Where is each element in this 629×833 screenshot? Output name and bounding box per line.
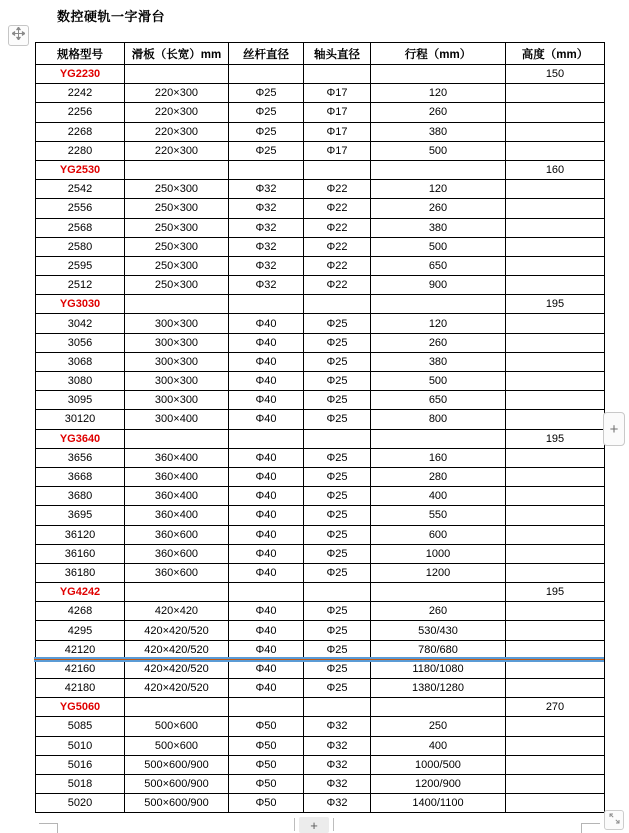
cell-stroke[interactable]: 530/430 — [371, 621, 506, 640]
cell-height[interactable] — [506, 487, 605, 506]
cell-stroke[interactable]: 780/680 — [371, 640, 506, 659]
resize-diagonal-icon — [609, 811, 620, 829]
plus-icon: + — [609, 420, 619, 438]
cell-stroke[interactable]: 1000/500 — [371, 755, 506, 774]
cell-plate[interactable]: 300×300 — [125, 372, 229, 391]
page-margin-mark-right — [581, 823, 600, 833]
spec-row — [36, 218, 605, 237]
cell-shaft[interactable]: Φ25 — [304, 391, 371, 410]
spec-row — [36, 352, 605, 371]
cell-stroke[interactable]: 600 — [371, 525, 506, 544]
cell-plate[interactable]: 250×300 — [125, 218, 229, 237]
cell-stroke[interactable]: 500 — [371, 141, 506, 160]
cell-screw[interactable]: Φ25 — [229, 122, 304, 141]
cell-stroke[interactable]: 1180/1080 — [371, 659, 506, 678]
cell-height[interactable] — [506, 372, 605, 391]
cell-height[interactable] — [506, 122, 605, 141]
cell-height[interactable] — [506, 237, 605, 256]
cell-shaft[interactable]: Φ22 — [304, 256, 371, 275]
cell-model[interactable]: YG5060 — [36, 698, 125, 717]
cell-shaft[interactable] — [304, 698, 371, 717]
table-move-handle[interactable] — [8, 25, 29, 46]
cell-shaft[interactable]: Φ25 — [304, 410, 371, 429]
cell-stroke[interactable]: 160 — [371, 448, 506, 467]
cell-height[interactable] — [506, 333, 605, 352]
spec-row — [36, 525, 605, 544]
cell-plate[interactable]: 420×420/520 — [125, 621, 229, 640]
cell-screw[interactable]: Φ50 — [229, 736, 304, 755]
cell-shaft[interactable]: Φ25 — [304, 487, 371, 506]
cell-height[interactable] — [506, 276, 605, 295]
spec-row — [36, 563, 605, 582]
cell-screw[interactable]: Φ32 — [229, 180, 304, 199]
spec-row — [36, 314, 605, 333]
cell-screw[interactable] — [229, 698, 304, 717]
cell-plate[interactable]: 250×300 — [125, 276, 229, 295]
cell-model[interactable]: 2268 — [36, 122, 125, 141]
cell-shaft[interactable]: Φ25 — [304, 544, 371, 563]
cell-shaft[interactable]: Φ32 — [304, 755, 371, 774]
cell-screw[interactable]: Φ40 — [229, 333, 304, 352]
cell-stroke[interactable] — [371, 698, 506, 717]
spec-row — [36, 103, 605, 122]
cell-screw[interactable]: Φ25 — [229, 141, 304, 160]
cell-shaft[interactable]: Φ22 — [304, 276, 371, 295]
spec-row — [36, 736, 605, 755]
cell-plate[interactable]: 500×600/900 — [125, 755, 229, 774]
cell-model[interactable]: 2256 — [36, 103, 125, 122]
cell-height[interactable] — [506, 352, 605, 371]
spec-row — [36, 276, 605, 295]
cell-height[interactable] — [506, 314, 605, 333]
cell-plate[interactable]: 420×420 — [125, 602, 229, 621]
group-row — [36, 583, 605, 602]
cell-model[interactable]: 36160 — [36, 544, 125, 563]
cell-shaft[interactable]: Φ17 — [304, 122, 371, 141]
cell-screw[interactable]: Φ25 — [229, 84, 304, 103]
cell-shaft[interactable]: Φ25 — [304, 352, 371, 371]
cell-screw[interactable]: Φ40 — [229, 525, 304, 544]
column-header[interactable]: 规格型号 — [36, 43, 125, 65]
cell-screw[interactable]: Φ40 — [229, 314, 304, 333]
cell-shaft[interactable]: Φ32 — [304, 717, 371, 736]
cell-shaft[interactable]: Φ25 — [304, 525, 371, 544]
spec-row — [36, 602, 605, 621]
cell-screw[interactable]: Φ40 — [229, 544, 304, 563]
cell-height[interactable] — [506, 410, 605, 429]
cell-plate[interactable] — [125, 429, 229, 448]
spec-row — [36, 410, 605, 429]
cell-screw[interactable]: Φ40 — [229, 410, 304, 429]
cell-height[interactable] — [506, 467, 605, 486]
move-cross-icon — [12, 27, 25, 45]
cell-shaft[interactable] — [304, 429, 371, 448]
cell-shaft[interactable]: Φ32 — [304, 774, 371, 793]
cell-model[interactable]: 4268 — [36, 602, 125, 621]
spec-row — [36, 755, 605, 774]
cell-height[interactable] — [506, 659, 605, 678]
group-row — [36, 65, 605, 84]
spec-row — [36, 180, 605, 199]
spec-table — [35, 42, 605, 813]
cell-shaft[interactable]: Φ17 — [304, 103, 371, 122]
cell-height[interactable] — [506, 736, 605, 755]
cell-shaft[interactable]: Φ25 — [304, 659, 371, 678]
cell-height[interactable]: 195 — [506, 583, 605, 602]
cell-shaft[interactable]: Φ25 — [304, 602, 371, 621]
cell-model[interactable]: 4295 — [36, 621, 125, 640]
blue-divider-line — [34, 657, 604, 662]
cell-screw[interactable]: Φ50 — [229, 774, 304, 793]
spec-row — [36, 199, 605, 218]
cell-screw[interactable]: Φ40 — [229, 621, 304, 640]
cell-screw[interactable]: Φ32 — [229, 218, 304, 237]
cell-model[interactable]: 3068 — [36, 352, 125, 371]
cell-plate[interactable] — [125, 583, 229, 602]
group-row — [36, 429, 605, 448]
cell-stroke[interactable] — [371, 160, 506, 179]
group-row — [36, 295, 605, 314]
cell-shaft[interactable]: Φ17 — [304, 84, 371, 103]
cell-screw[interactable]: Φ40 — [229, 679, 304, 698]
cell-plate[interactable]: 220×300 — [125, 122, 229, 141]
plus-icon: + — [310, 817, 318, 833]
cell-shaft[interactable]: Φ25 — [304, 372, 371, 391]
cell-shaft[interactable]: Φ17 — [304, 141, 371, 160]
spec-row — [36, 467, 605, 486]
cell-model[interactable]: 2556 — [36, 199, 125, 218]
cell-stroke[interactable]: 260 — [371, 602, 506, 621]
spec-row — [36, 774, 605, 793]
cell-stroke[interactable]: 1200 — [371, 563, 506, 582]
cell-stroke[interactable]: 650 — [371, 256, 506, 275]
spec-row — [36, 621, 605, 640]
cell-model[interactable]: 5018 — [36, 774, 125, 793]
cell-stroke[interactable] — [371, 429, 506, 448]
cell-screw[interactable] — [229, 65, 304, 84]
cell-model[interactable]: 2542 — [36, 180, 125, 199]
cell-height[interactable] — [506, 525, 605, 544]
spec-row — [36, 391, 605, 410]
cell-model[interactable]: 3056 — [36, 333, 125, 352]
cell-model[interactable]: 3095 — [36, 391, 125, 410]
cell-plate[interactable]: 360×400 — [125, 467, 229, 486]
cell-model[interactable]: 2595 — [36, 256, 125, 275]
cell-stroke[interactable]: 400 — [371, 487, 506, 506]
spec-row — [36, 256, 605, 275]
cell-plate[interactable]: 420×420/520 — [125, 679, 229, 698]
cell-screw[interactable]: Φ40 — [229, 448, 304, 467]
cell-shaft[interactable]: Φ25 — [304, 448, 371, 467]
cell-height[interactable] — [506, 602, 605, 621]
cell-screw[interactable]: Φ32 — [229, 199, 304, 218]
cell-model[interactable]: 2280 — [36, 141, 125, 160]
cell-shaft[interactable]: Φ25 — [304, 314, 371, 333]
cell-stroke[interactable]: 550 — [371, 506, 506, 525]
cell-model[interactable]: 36180 — [36, 563, 125, 582]
cell-stroke[interactable]: 120 — [371, 314, 506, 333]
spec-row — [36, 487, 605, 506]
cell-plate[interactable]: 360×400 — [125, 506, 229, 525]
cell-shaft[interactable]: Φ25 — [304, 506, 371, 525]
cell-plate[interactable]: 500×600/900 — [125, 774, 229, 793]
cell-shaft[interactable]: Φ22 — [304, 237, 371, 256]
spec-row — [36, 372, 605, 391]
cell-stroke[interactable]: 1000 — [371, 544, 506, 563]
cell-model[interactable]: 5016 — [36, 755, 125, 774]
cell-shaft[interactable] — [304, 65, 371, 84]
cell-plate[interactable]: 300×400 — [125, 410, 229, 429]
cell-stroke[interactable]: 380 — [371, 218, 506, 237]
cell-screw[interactable]: Φ50 — [229, 794, 304, 813]
cell-plate[interactable] — [125, 160, 229, 179]
cell-stroke[interactable]: 650 — [371, 391, 506, 410]
cell-model[interactable]: 30120 — [36, 410, 125, 429]
cell-shaft[interactable]: Φ25 — [304, 333, 371, 352]
cell-height[interactable]: 195 — [506, 429, 605, 448]
cell-height[interactable] — [506, 103, 605, 122]
cell-stroke[interactable]: 900 — [371, 276, 506, 295]
column-header[interactable]: 轴头直径 — [304, 43, 371, 65]
cell-plate[interactable]: 360×400 — [125, 448, 229, 467]
cell-plate[interactable]: 220×300 — [125, 141, 229, 160]
cell-stroke[interactable] — [371, 583, 506, 602]
cell-shaft[interactable]: Φ32 — [304, 794, 371, 813]
cell-plate[interactable]: 500×600 — [125, 736, 229, 755]
cell-screw[interactable] — [229, 160, 304, 179]
cell-shaft[interactable] — [304, 160, 371, 179]
cell-model[interactable]: YG3030 — [36, 295, 125, 314]
cell-height[interactable] — [506, 794, 605, 813]
cell-height[interactable] — [506, 218, 605, 237]
cell-model[interactable]: YG2530 — [36, 160, 125, 179]
cell-model[interactable]: 42180 — [36, 679, 125, 698]
spec-row — [36, 544, 605, 563]
cell-stroke[interactable]: 380 — [371, 122, 506, 141]
spec-row — [36, 659, 605, 678]
cell-stroke[interactable]: 260 — [371, 199, 506, 218]
cell-screw[interactable] — [229, 295, 304, 314]
cell-screw[interactable]: Φ40 — [229, 467, 304, 486]
cell-screw[interactable]: Φ40 — [229, 563, 304, 582]
cell-plate[interactable] — [125, 295, 229, 314]
cell-shaft[interactable] — [304, 583, 371, 602]
cell-height[interactable] — [506, 679, 605, 698]
cell-height[interactable] — [506, 199, 605, 218]
cell-stroke[interactable]: 260 — [371, 103, 506, 122]
spec-row — [36, 717, 605, 736]
cell-plate[interactable]: 360×600 — [125, 563, 229, 582]
cell-screw[interactable]: Φ40 — [229, 506, 304, 525]
cell-model[interactable]: 2512 — [36, 276, 125, 295]
cell-plate[interactable]: 220×300 — [125, 103, 229, 122]
cell-stroke[interactable]: 250 — [371, 717, 506, 736]
cell-screw[interactable]: Φ40 — [229, 372, 304, 391]
cell-model[interactable]: 3695 — [36, 506, 125, 525]
cell-height[interactable]: 195 — [506, 295, 605, 314]
cell-screw[interactable] — [229, 583, 304, 602]
cell-screw[interactable]: Φ40 — [229, 659, 304, 678]
cell-stroke[interactable]: 120 — [371, 180, 506, 199]
cell-stroke[interactable]: 800 — [371, 410, 506, 429]
cell-screw[interactable] — [229, 429, 304, 448]
cell-shaft[interactable]: Φ25 — [304, 621, 371, 640]
cell-model[interactable]: 42160 — [36, 659, 125, 678]
page-title: 数控硬轨一字滑台 — [57, 9, 166, 24]
table-resize-handle[interactable] — [604, 810, 624, 830]
cell-screw[interactable]: Φ50 — [229, 755, 304, 774]
cell-height[interactable] — [506, 180, 605, 199]
cell-shaft[interactable]: Φ32 — [304, 736, 371, 755]
cell-model[interactable]: 3656 — [36, 448, 125, 467]
spec-row — [36, 237, 605, 256]
column-header[interactable]: 高度（mm） — [506, 43, 605, 65]
cell-height[interactable] — [506, 506, 605, 525]
cell-model[interactable]: 5085 — [36, 717, 125, 736]
column-header[interactable]: 行程（mm） — [371, 43, 506, 65]
divider-tick — [333, 818, 334, 831]
cell-model[interactable]: 2242 — [36, 84, 125, 103]
cell-plate[interactable]: 250×300 — [125, 256, 229, 275]
cell-height[interactable] — [506, 755, 605, 774]
spec-row — [36, 506, 605, 525]
cell-plate[interactable]: 360×600 — [125, 544, 229, 563]
cell-shaft[interactable]: Φ22 — [304, 180, 371, 199]
cell-model[interactable]: 42120 — [36, 640, 125, 659]
cell-shaft[interactable]: Φ25 — [304, 563, 371, 582]
cell-stroke[interactable]: 260 — [371, 333, 506, 352]
group-row — [36, 160, 605, 179]
cell-plate[interactable]: 420×420/520 — [125, 659, 229, 678]
cell-screw[interactable]: Φ40 — [229, 602, 304, 621]
cell-shaft[interactable]: Φ25 — [304, 679, 371, 698]
cell-height[interactable]: 160 — [506, 160, 605, 179]
cell-model[interactable]: 5010 — [36, 736, 125, 755]
cell-stroke[interactable]: 500 — [371, 237, 506, 256]
spec-row — [36, 333, 605, 352]
cell-screw[interactable]: Φ32 — [229, 276, 304, 295]
cell-height[interactable] — [506, 621, 605, 640]
column-header[interactable]: 滑板（长宽）mm — [125, 43, 229, 65]
cell-stroke[interactable]: 500 — [371, 372, 506, 391]
cell-screw[interactable]: Φ40 — [229, 640, 304, 659]
cell-screw[interactable]: Φ32 — [229, 237, 304, 256]
add-column-button[interactable] — [603, 412, 625, 446]
cell-model[interactable]: 36120 — [36, 525, 125, 544]
cell-plate[interactable]: 250×300 — [125, 180, 229, 199]
cell-stroke[interactable]: 120 — [371, 84, 506, 103]
cell-screw[interactable]: Φ40 — [229, 487, 304, 506]
cell-plate[interactable]: 500×600 — [125, 717, 229, 736]
cell-height[interactable] — [506, 141, 605, 160]
spec-row — [36, 122, 605, 141]
header-row — [36, 43, 605, 65]
cell-model[interactable]: YG4242 — [36, 583, 125, 602]
page-margin-mark-left — [39, 823, 58, 833]
cell-plate[interactable] — [125, 698, 229, 717]
cell-stroke[interactable]: 280 — [371, 467, 506, 486]
cell-shaft[interactable]: Φ22 — [304, 218, 371, 237]
cell-stroke[interactable]: 380 — [371, 352, 506, 371]
cell-screw[interactable]: Φ32 — [229, 256, 304, 275]
cell-height[interactable] — [506, 544, 605, 563]
cell-stroke[interactable] — [371, 295, 506, 314]
cell-shaft[interactable] — [304, 295, 371, 314]
cell-height[interactable] — [506, 84, 605, 103]
cell-height[interactable] — [506, 717, 605, 736]
cell-plate[interactable]: 300×300 — [125, 352, 229, 371]
spec-row — [36, 679, 605, 698]
cell-model[interactable]: 3668 — [36, 467, 125, 486]
cell-plate[interactable]: 300×300 — [125, 314, 229, 333]
cell-model[interactable]: 5020 — [36, 794, 125, 813]
divider-tick — [294, 818, 295, 831]
cell-plate[interactable]: 360×400 — [125, 487, 229, 506]
cell-height[interactable]: 150 — [506, 65, 605, 84]
group-row — [36, 698, 605, 717]
cell-model[interactable]: 3680 — [36, 487, 125, 506]
cell-height[interactable] — [506, 774, 605, 793]
cell-model[interactable]: YG3640 — [36, 429, 125, 448]
cell-model[interactable]: 3042 — [36, 314, 125, 333]
cell-stroke[interactable] — [371, 65, 506, 84]
cell-height[interactable] — [506, 256, 605, 275]
cell-screw[interactable]: Φ40 — [229, 352, 304, 371]
spec-row — [36, 141, 605, 160]
column-header[interactable]: 丝杆直径 — [229, 43, 304, 65]
cell-model[interactable]: 3080 — [36, 372, 125, 391]
cell-stroke[interactable]: 1400/1100 — [371, 794, 506, 813]
cell-plate[interactable]: 300×300 — [125, 391, 229, 410]
cell-height[interactable]: 270 — [506, 698, 605, 717]
cell-screw[interactable]: Φ25 — [229, 103, 304, 122]
cell-plate[interactable]: 360×600 — [125, 525, 229, 544]
cell-plate[interactable] — [125, 65, 229, 84]
cell-height[interactable] — [506, 391, 605, 410]
cell-plate[interactable]: 300×300 — [125, 333, 229, 352]
cell-plate[interactable]: 420×420/520 — [125, 640, 229, 659]
cell-height[interactable] — [506, 563, 605, 582]
spec-row — [36, 794, 605, 813]
cell-model[interactable]: YG2230 — [36, 65, 125, 84]
cell-model[interactable]: 2580 — [36, 237, 125, 256]
cell-shaft[interactable]: Φ25 — [304, 640, 371, 659]
cell-shaft[interactable]: Φ25 — [304, 467, 371, 486]
cell-plate[interactable]: 500×600/900 — [125, 794, 229, 813]
cell-stroke[interactable]: 1380/1280 — [371, 679, 506, 698]
cell-plate[interactable]: 250×300 — [125, 237, 229, 256]
cell-stroke[interactable]: 400 — [371, 736, 506, 755]
cell-height[interactable] — [506, 448, 605, 467]
cell-plate[interactable]: 250×300 — [125, 199, 229, 218]
cell-plate[interactable]: 220×300 — [125, 84, 229, 103]
spec-row — [36, 448, 605, 467]
cell-shaft[interactable]: Φ22 — [304, 199, 371, 218]
cell-screw[interactable]: Φ50 — [229, 717, 304, 736]
cell-model[interactable]: 2568 — [36, 218, 125, 237]
spec-row — [36, 84, 605, 103]
cell-stroke[interactable]: 1200/900 — [371, 774, 506, 793]
cell-screw[interactable]: Φ40 — [229, 391, 304, 410]
